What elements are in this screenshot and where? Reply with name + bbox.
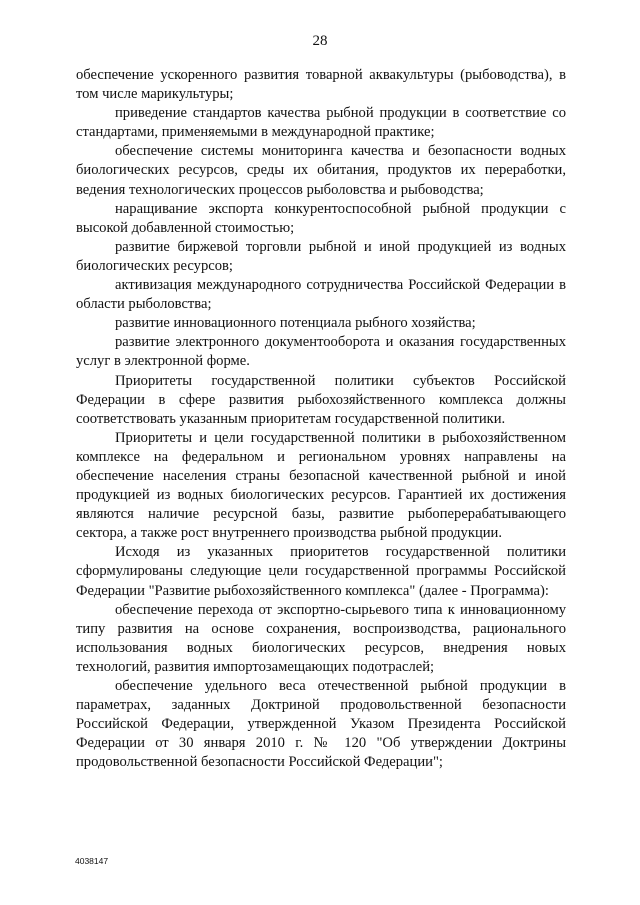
paragraph-quality-standards: приведение стандартов качества рыбной продукции в соответствие со стандартами, применяемыми в международной практике;	[76, 105, 566, 141]
paragraph-export-growth: наращивание экспорта конкурентоспособной рыбной продукции с высокой добавленной стоимостью;	[76, 200, 566, 236]
paragraph-exchange-trading: развитие биржевой торговли рыбной и иной продукцией из водных биологических ресурсов;	[76, 238, 566, 274]
paragraph-innovation-potential: развитие инновационного потенциала рыбного хозяйства;	[115, 315, 476, 332]
paragraph-aquaculture: обеспечение ускоренного развития товарной аквакультуры (рыбоводства), в том числе марикультуры;	[76, 67, 566, 103]
page-number: 28	[312, 33, 328, 49]
body-text	[76, 66, 566, 772]
paragraph-program-goals-intro: Исходя из указанных приоритетов государственной политики сформулированы следующие цели государственной программы Российской Федерации "Развитие рыбохозяйственного комплекса" (далее - Программа):	[76, 544, 566, 599]
paragraph-electronic-services: развитие электронного документооборота и оказания государственных услуг в электронной форме.	[76, 334, 566, 370]
paragraph-policy-goals: Приоритеты и цели государственной политики в рыбохозяйственном комплексе на федеральном и региональном уровнях направлены на обеспечение населения страны безопасной качественной рыбной и иной продукцией из водных биологических ресурсов. Гарантией их достижения являются наличие ресурсной базы, развитие рыбоперерабатывающего сектора, а также рост внутреннего производства рыбной продукции.	[76, 429, 566, 542]
paragraph-international-cooperation: активизация международного сотрудничества Российской Федерации в области рыболовства;	[76, 277, 566, 313]
document-id: 4038147	[75, 856, 109, 866]
paragraph-food-security: обеспечение удельного веса отечественной рыбной продукции в параметрах, заданных Доктриной продовольственной безопасности Российской Федерации, утвержденной Указом Президента Российской Федерации от 30 января 2010 г. № 120 "Об утверждении Доктрины продовольственной безопасности Российской Федерации";	[76, 678, 566, 771]
paragraph-regional-priorities: Приоритеты государственной политики субъектов Российской Федерации в сфере развития рыбохозяйственного комплекса должны соответствовать указанным приоритетам государственной политики.	[76, 372, 566, 427]
paragraph-monitoring-system: обеспечение системы мониторинга качества и безопасности водных биологических ресурсов, среды их обитания, продуктов их переработки, ведения технологических процессов рыболовства и рыбоводства;	[76, 143, 566, 198]
paragraph-innovation-transition: обеспечение перехода от экспортно-сырьевого типа к инновационному типу развития на основе сохранения, воспроизводства, рационального использования водных биологических ресурсов, внедрения новых технологий, развития импортозамещающих подотраслей;	[76, 601, 566, 675]
